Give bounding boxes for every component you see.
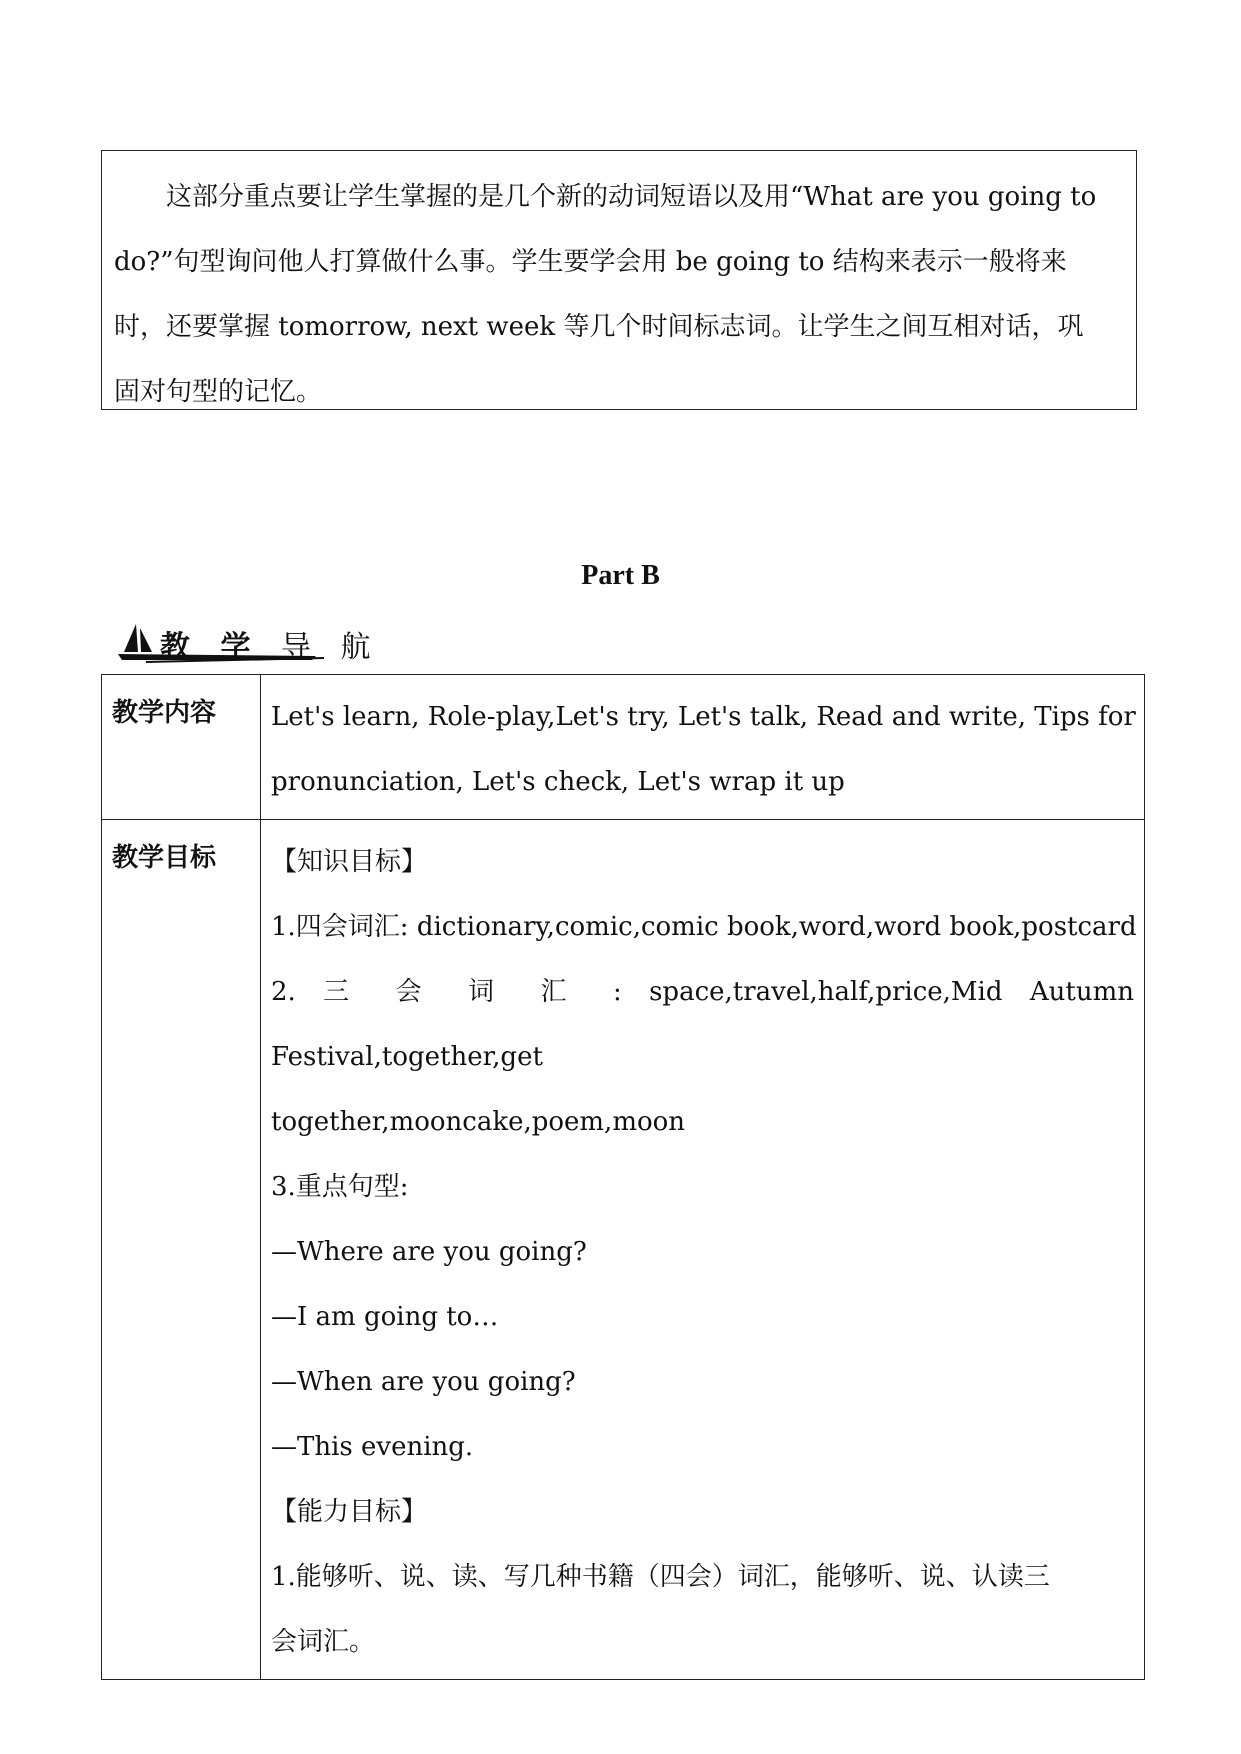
sentence-4: —This evening. (271, 1432, 474, 1462)
teaching-nav-logo (116, 618, 381, 665)
teaching-content-cell (261, 675, 1145, 820)
ability-heading: 【能力目标】 (271, 1497, 428, 1527)
sentence-2: —I am going to… (271, 1302, 499, 1332)
nav-logo-text-bold: 教 学 (160, 630, 261, 665)
four-skill-vocab: 1.四会词汇: dictionary,comic,comic book,word,word book,postcard (271, 912, 1137, 942)
lesson-table (101, 674, 1145, 1680)
nav-logo-text (160, 622, 380, 666)
label-teaching-content: 教学内容 (102, 675, 261, 820)
sentence-3: —When are you going? (271, 1367, 576, 1397)
intro-line-1: 这部分重点要让学生掌握的是几个新的动词短语以及用“What are you going to (114, 182, 1097, 212)
intro-line-4: 固对句型的记忆。 (114, 377, 323, 407)
intro-line-2: do?”句型询问他人打算做什么事。学生要学会用 be going to 结构来表示一般将来 (114, 247, 1067, 277)
table-row (102, 675, 1145, 820)
knowledge-heading: 【知识目标】 (271, 847, 428, 877)
teaching-content-line-2: pronunciation, Let's check, Let's wrap it up (271, 767, 845, 797)
label-teaching-goals: 教学目标 (102, 820, 261, 1680)
teaching-content-line-1: Let's learn, Role-play,Let's try, Let's talk, Read and write, Tips for (271, 702, 1136, 732)
table-row (102, 820, 1145, 1680)
three-skill-vocab-line-1: 2. 三 会 词 汇 : space,travel,half,price,Mid Autumn Festival,together,get (271, 977, 1134, 1072)
sentence-1: —Where are you going? (271, 1237, 587, 1267)
ability-line-2: 会词汇。 (271, 1627, 376, 1657)
key-sentences-heading: 3.重点句型: (271, 1172, 409, 1202)
part-title: Part B (581, 560, 660, 591)
intro-line-3: 时，还要掌握 tomorrow, next week 等几个时间标志词。让学生之间互相对话，巩 (114, 312, 1084, 342)
three-skill-vocab-line-2: together,mooncake,poem,moon (271, 1107, 686, 1137)
nav-logo-text-light: 导 航 (280, 630, 381, 665)
ability-line-1: 1.能够听、说、读、写几种书籍（四会）词汇，能够听、说、认读三 (271, 1562, 1050, 1592)
intro-text-box (101, 150, 1137, 410)
teaching-goals-cell (261, 820, 1145, 1680)
